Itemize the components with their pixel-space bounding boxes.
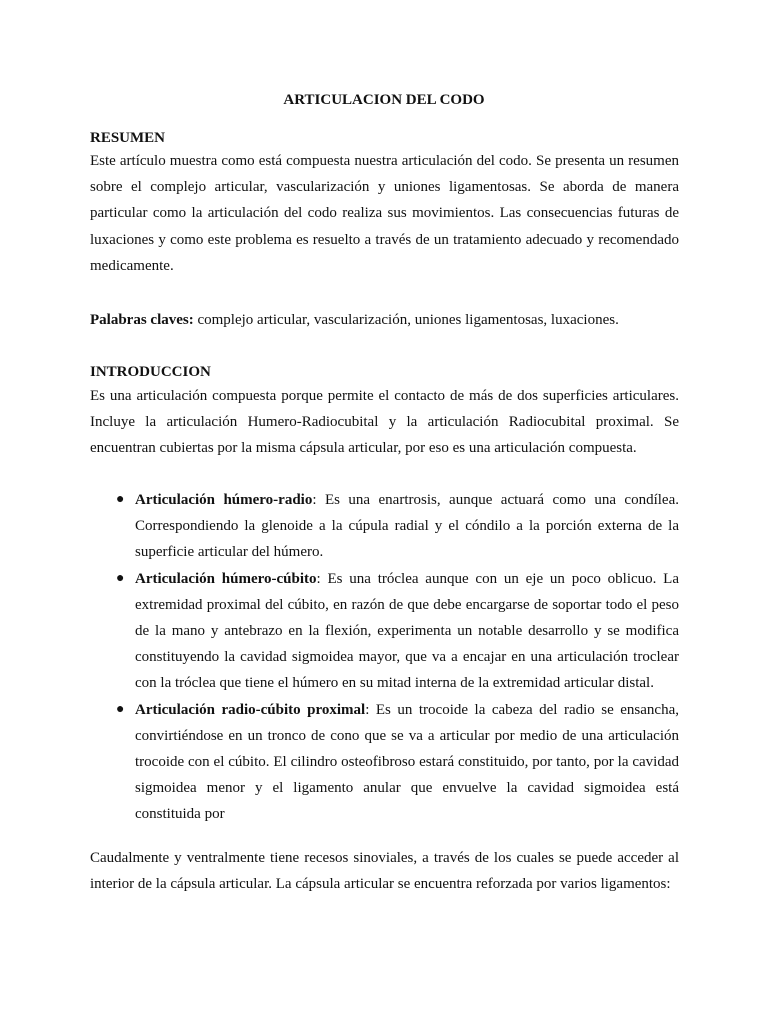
bullet-text: : Es una tróclea aunque con un eje un poco oblicuo. La extremidad proximal del cúbito, en razón de que debe encargarse de soportar todo el peso de la mano y antebrazo en la flexión, experimenta un notable desarrollo y se modifica constituyendo la cavidad sigmoidea mayor, que va a encajar en una articulación troclear con la tróclea que tiene el húmero en su mitad interna de la extremidad articular distal. (135, 570, 680, 692)
bullet-list (90, 487, 679, 828)
bullet-text: : Es un trocoide la cabeza del radio se ensancha, convirtiéndose en un tronco de cono que se va a articular por medio de una articulación trocoide con el cúbito. El cilindro osteofibroso estará constituido, por tanto, por la cavidad sigmoidea menor y el ligamento anular que envuelve la cavidad sigmoidea está constituida por (135, 701, 679, 823)
list-item (90, 487, 679, 566)
document-title: ARTICULACION DEL CODO (283, 92, 485, 108)
bullet-term: Articulación radio-cúbito proximal (135, 701, 366, 718)
bullet-text: : Es una enartrosis, aunque actuará como una condílea. Correspondiendo la glenoide a la cúpula radial y el cóndilo a la porción externa de la superficie articular del húmero. (135, 492, 679, 561)
list-item (90, 697, 679, 828)
bullet-icon: ● (116, 492, 125, 507)
bullet-icon: ● (116, 701, 125, 717)
bullet-icon: ● (116, 570, 125, 586)
introduccion-text: Es una articulación compuesta porque permite el contacto de más de dos superficies articulares. Incluye la articulación Humero-Radiocubital y la articulación Radiocubital proximal. Se encuentran cubiertas por la misma cápsula articular, por eso es una articulación compuesta. (90, 388, 679, 457)
keywords-line (90, 307, 679, 333)
resumen-heading: RESUMEN (90, 130, 166, 146)
resumen-text: Este artículo muestra como está compuesta nuestra articulación del codo. Se presenta un resumen sobre el complejo articular, vascularización y uniones ligamentosas. Se aborda de manera particular como la articulación del codo realiza sus movimientos. Las consecuencias futuras de luxaciones y como este problema es resuelto a través de un tratamiento adecuado y recomendado medicamente. (90, 153, 679, 274)
list-item (90, 566, 679, 697)
introduccion-heading: INTRODUCCION (90, 364, 211, 380)
keywords-label: Palabras claves: (90, 312, 194, 328)
keywords-text: complejo articular, vascularización, uniones ligamentosas, luxaciones. (193, 312, 619, 328)
resumen-paragraph (90, 148, 679, 279)
bullet-term: Articulación húmero-cúbito (135, 570, 317, 587)
introduccion-paragraph (90, 383, 679, 462)
closing-text: Caudalmente y ventralmente tiene recesos sinoviales, a través de los cuales se puede acceder al interior de la cápsula articular. La cápsula articular se encuentra reforzada por varios ligamentos: (90, 850, 679, 893)
closing-paragraph (90, 845, 679, 897)
bullet-term: Articulación húmero-radio (135, 492, 313, 508)
